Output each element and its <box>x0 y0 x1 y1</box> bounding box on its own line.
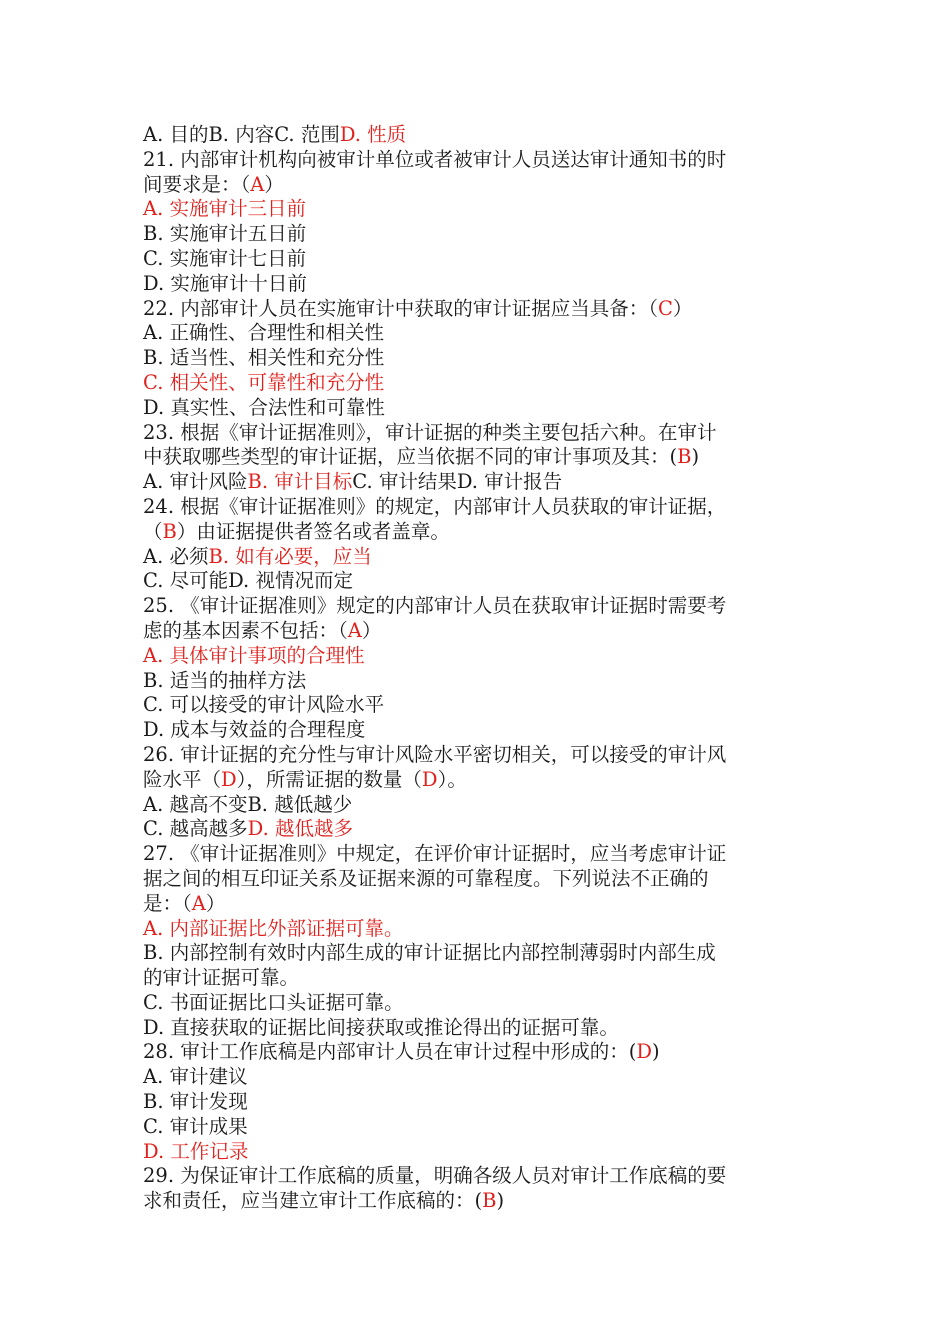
text-line <box>143 297 813 322</box>
answer-highlight: A. 内部证据比外部证据可靠。 <box>143 916 404 940</box>
text-line <box>143 1140 813 1165</box>
answer-highlight: C <box>657 296 673 320</box>
text-segment: D. 直接获取的证据比间接获取或推论得出的证据可靠。 <box>143 1015 619 1039</box>
text-line <box>143 445 813 470</box>
text-line <box>143 495 813 520</box>
text-line <box>143 619 813 644</box>
text-line <box>143 148 813 173</box>
text-segment: ) <box>496 1189 505 1213</box>
answer-highlight: B <box>482 1189 497 1213</box>
text-line <box>143 346 813 371</box>
answer-highlight: A <box>347 618 362 642</box>
answer-highlight: C. 相关性、可靠性和充分性 <box>143 370 385 394</box>
text-line <box>143 644 813 669</box>
text-segment: B. 实施审计五日前 <box>143 222 307 246</box>
text-line <box>143 768 813 793</box>
text-segment: 的审计证据可靠。 <box>143 966 300 990</box>
text-segment: ） <box>264 172 284 196</box>
text-segment: C. 审计成果 <box>143 1114 248 1138</box>
text-line <box>143 222 813 247</box>
text-segment: C. 书面证据比口头证据可靠。 <box>143 990 404 1014</box>
text-line <box>143 1065 813 1090</box>
answer-highlight: A <box>191 891 206 915</box>
text-segment: 29. 为保证审计工作底稿的质量，明确各级人员对审计工作底稿的要 <box>143 1164 727 1188</box>
text-line <box>143 569 813 594</box>
answer-highlight: D <box>221 767 237 791</box>
text-segment: ) <box>651 1040 660 1064</box>
text-line <box>143 272 813 297</box>
text-line <box>143 1016 813 1041</box>
text-line <box>143 941 813 966</box>
text-segment: D. 实施审计十日前 <box>143 271 307 295</box>
text-segment: C. 尽可能D. 视情况而定 <box>143 569 353 593</box>
text-segment: 26. 审计证据的充分性与审计风险水平密切相关，可以接受的审计风 <box>143 742 727 766</box>
text-line <box>143 197 813 222</box>
text-segment: A. 正确性、合理性和相关性 <box>143 321 384 345</box>
text-line <box>143 817 813 842</box>
text-segment: 中获取哪些类型的审计证据，应当依据不同的审计事项及其：( <box>143 445 678 469</box>
text-segment: 28. 审计工作底稿是内部审计人员在审计过程中形成的：( <box>143 1040 637 1064</box>
answer-highlight: D. 工作记录 <box>143 1139 249 1163</box>
answer-highlight: D. 性质 <box>339 123 407 146</box>
text-line <box>143 1090 813 1115</box>
text-segment: A. 审计建议 <box>143 1065 248 1089</box>
text-segment: B. 适当性、相关性和充分性 <box>143 346 385 370</box>
text-segment: 是：（ <box>143 891 192 915</box>
text-segment: （ <box>143 519 163 543</box>
text-segment: ) <box>691 445 700 469</box>
text-line <box>143 396 813 421</box>
answer-highlight: A. 实施审计三日前 <box>143 197 306 221</box>
text-segment: ）由证据提供者签名或者盖章。 <box>176 519 450 543</box>
text-segment: ），所需证据的数量（ <box>236 767 422 791</box>
text-line <box>143 842 813 867</box>
text-line <box>143 421 813 446</box>
text-segment: D. 成本与效益的合理程度 <box>143 718 366 742</box>
text-segment: B. 适当的抽样方法 <box>143 668 307 692</box>
text-line <box>143 669 813 694</box>
text-line <box>143 321 813 346</box>
text-segment: 23. 根据《审计证据准则》，审计证据的种类主要包括六种。在审计 <box>143 420 717 444</box>
text-segment: C. 实施审计七日前 <box>143 246 307 270</box>
text-segment: 25. 《审计证据准则》规定的内部审计人员在获取审计证据时需要考 <box>143 594 727 618</box>
text-segment: C. 越高越多 <box>143 817 248 841</box>
text-segment: 虑的基本因素不包括：（ <box>143 618 348 642</box>
answer-highlight: B. 如有必要，应当 <box>208 544 372 568</box>
answer-highlight: D <box>421 767 438 791</box>
text-segment: C. 审计结果D. 审计报告 <box>352 470 563 494</box>
text-segment: A. 必须 <box>143 544 209 568</box>
text-line <box>143 892 813 917</box>
text-line <box>143 173 813 198</box>
text-segment: 间要求是：（ <box>143 172 251 196</box>
text-segment: A. 目的B. 内容C. 范围 <box>143 123 340 146</box>
answer-highlight: A <box>250 172 265 196</box>
text-segment: 21. 内部审计机构向被审计单位或者被审计人员送达审计通知书的时 <box>143 147 727 171</box>
text-line <box>143 545 813 570</box>
text-segment: B. 内部控制有效时内部生成的审计证据比内部控制薄弱时内部生成 <box>143 941 716 965</box>
text-line <box>143 917 813 942</box>
text-segment: 27. 《审计证据准则》中规定，在评价审计证据时，应当考虑审计证 <box>143 842 727 866</box>
answer-highlight: B. 审计目标 <box>247 470 353 494</box>
text-segment: C. 可以接受的审计风险水平 <box>143 693 385 717</box>
text-line <box>143 793 813 818</box>
text-segment: 险水平（ <box>143 767 222 791</box>
text-line <box>143 867 813 892</box>
text-line <box>143 1040 813 1065</box>
text-line <box>143 966 813 991</box>
answer-highlight: D. 越低越多 <box>247 817 353 841</box>
text-line <box>143 470 813 495</box>
text-segment: B. 审计发现 <box>143 1090 248 1114</box>
text-segment: ） <box>205 891 226 915</box>
answer-highlight: A. 具体审计事项的合理性 <box>143 643 365 667</box>
text-segment: 据之间的相互印证关系及证据来源的可靠程度。下列说法不正确的 <box>143 866 709 890</box>
text-segment: ）。 <box>437 767 467 791</box>
text-line <box>143 371 813 396</box>
text-line <box>143 594 813 619</box>
text-segment: D. 真实性、合法性和可靠性 <box>143 395 385 419</box>
text-segment: A. 审计风险 <box>143 470 248 494</box>
text-line <box>143 1164 813 1189</box>
text-line <box>143 991 813 1016</box>
text-segment: ） <box>672 296 693 320</box>
text-segment: 24. 根据《审计证据准则》的规定，内部审计人员获取的审计证据， <box>143 494 727 518</box>
answer-highlight: B <box>677 445 692 469</box>
text-line <box>143 520 813 545</box>
answer-highlight: B <box>162 519 177 543</box>
answer-highlight: D <box>636 1040 652 1064</box>
text-line <box>143 123 813 148</box>
text-line <box>143 1115 813 1140</box>
text-line <box>143 693 813 718</box>
text-line <box>143 718 813 743</box>
text-line <box>143 743 813 768</box>
text-line <box>143 247 813 272</box>
text-segment: 求和责任，应当建立审计工作底稿的：( <box>143 1189 483 1213</box>
text-segment: ） <box>361 618 382 642</box>
text-segment: A. 越高不变B. 越低越少 <box>143 792 353 816</box>
text-line <box>143 1189 813 1214</box>
text-segment: 22. 内部审计人员在实施审计中获取的审计证据应当具备：（ <box>143 296 658 320</box>
document-page <box>143 123 813 1214</box>
